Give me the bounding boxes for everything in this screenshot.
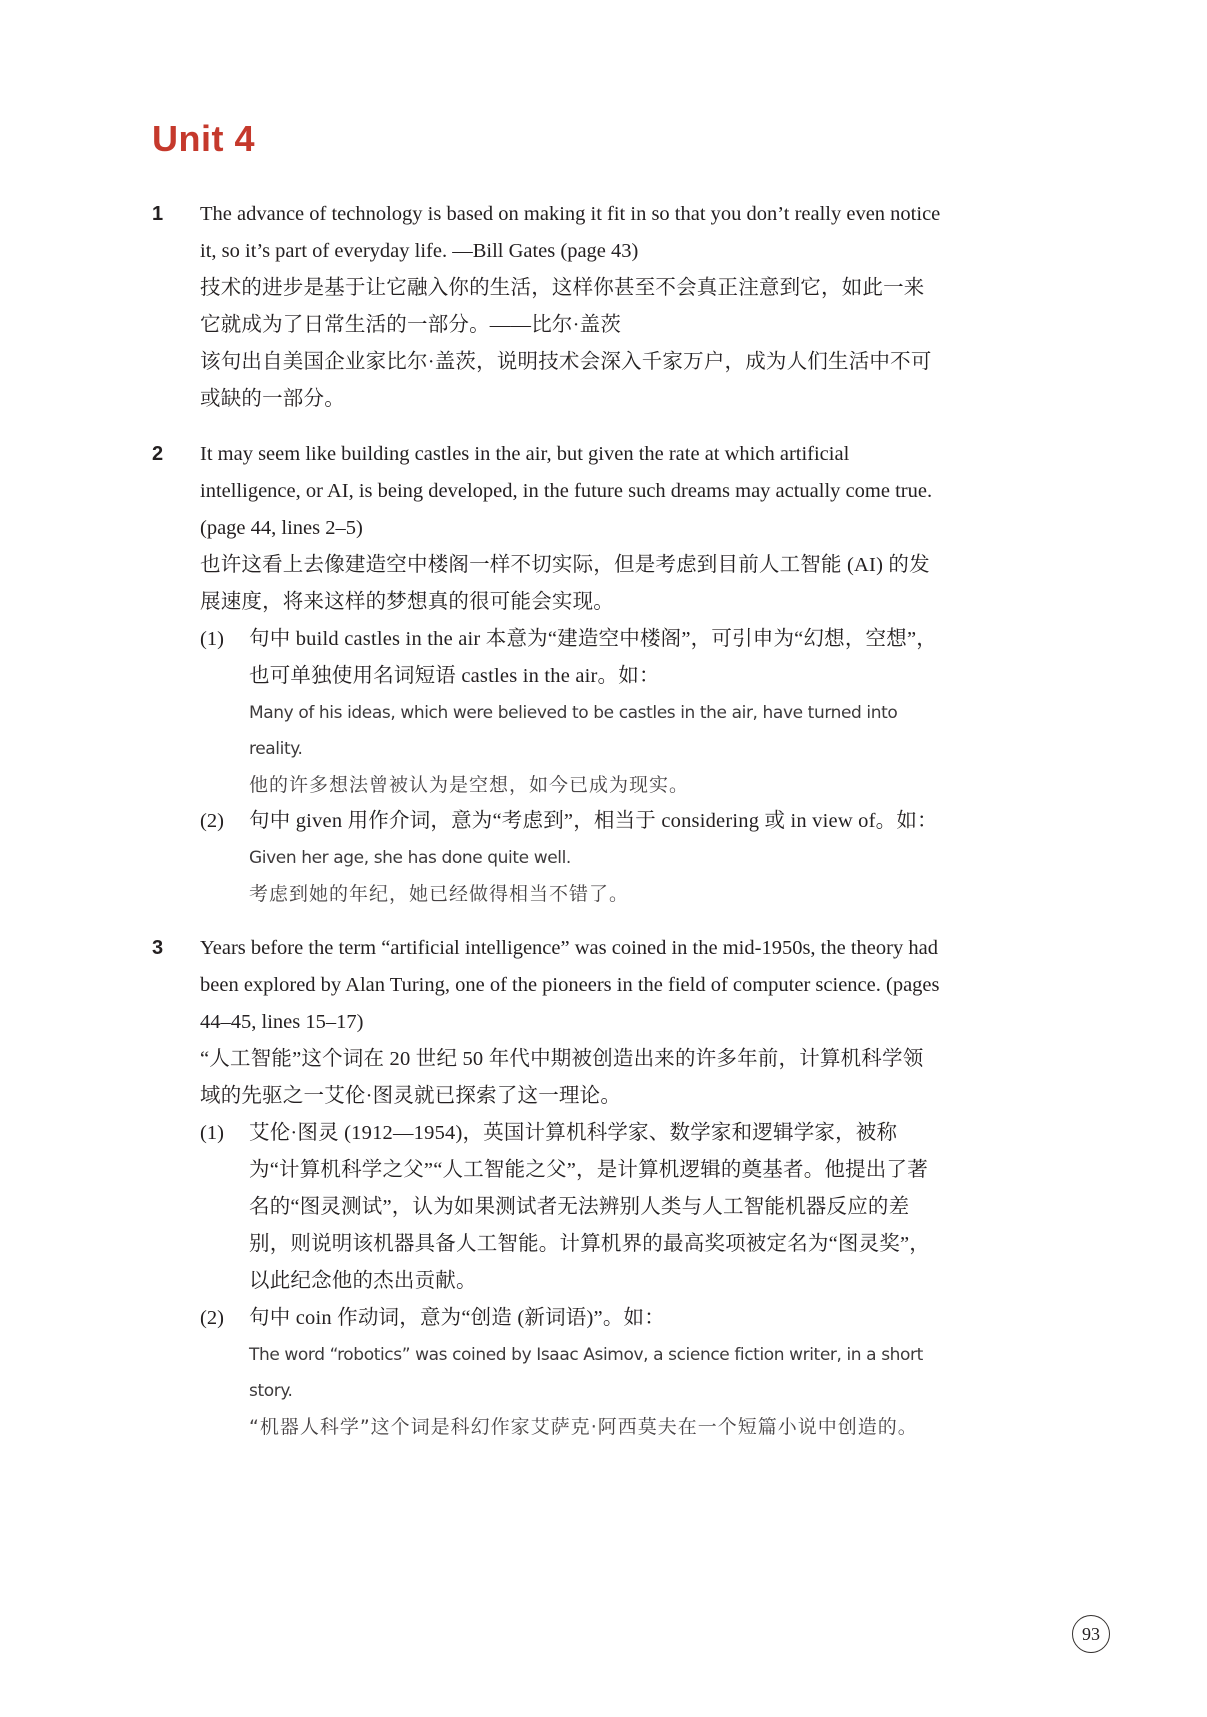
item-number: 3 <box>152 937 164 959</box>
sub-item-label: (2) <box>200 1307 224 1329</box>
example-sentence-english: The word “robotics” was coined by Isaac Asimov, a science fiction writer, in a short story. <box>249 1345 923 1401</box>
sub-item-body <box>249 1115 942 1300</box>
usage-note: 句中 build castles in the air 本意为“建造空中楼阁”，可引申为“幻想，空想”，也可单独使用名词短语 castles in the air。如： <box>249 628 937 687</box>
sub-item-body <box>249 621 942 803</box>
explanation-note: 该句出自美国企业家比尔·盖茨，说明技术会深入千家万户，成为人们生活中不可或缺的一部分。 <box>200 351 932 410</box>
quote-translation: 技术的进步是基于让它融入你的生活，这样你甚至不会真正注意到它，如此一来它就成为了日常生活的一部分。——比尔·盖茨 <box>200 277 925 336</box>
usage-note: 艾伦·图灵 (1912—1954)，英国计算机科学家、数学家和逻辑学家，被称为“计算机科学之父”“人工智能之父”，是计算机逻辑的奠基者。他提出了著名的“图灵测试”，认为如果测试者无法辨别人类与人工智能机器反应的差别，则说明该机器具备人工智能。计算机界的最高奖项被定名为“图灵奖”，以此纪念他的杰出贡献。 <box>249 1122 930 1292</box>
item-number: 1 <box>152 203 164 225</box>
example-sentence-english: Given her age, she has done quite well. <box>249 848 571 868</box>
example-sentence-translation: “机器人科学”这个词是科幻作家艾萨克·阿西莫夫在一个短篇小说中创造的。 <box>249 1416 918 1438</box>
item-body <box>200 196 942 418</box>
example-sentence-english: Many of his ideas, which were believed to be castles in the air, have turned into reality. <box>249 703 898 759</box>
sub-item-2-1 <box>200 621 942 803</box>
list-item-2 <box>152 436 942 912</box>
sub-item-3-1 <box>200 1115 942 1300</box>
item-body <box>200 436 942 912</box>
list-item-1 <box>152 196 942 418</box>
quote-english: It may seem like building castles in the air, but given the rate at which artificial intelligence, or AI, is being developed, in the future such dreams may actually come true. (page 44, lines 2–5) <box>200 443 933 539</box>
quote-english: The advance of technology is based on making it fit in so that you don’t really even notice it, so it’s part of everyday life. —Bill Gates (page 43) <box>200 203 941 262</box>
item-number: 2 <box>152 443 164 465</box>
sub-item-label: (1) <box>200 1122 224 1144</box>
usage-note: 句中 coin 作动词，意为“创造 (新词语)”。如： <box>249 1307 665 1329</box>
sub-item-3-2 <box>200 1300 942 1445</box>
sub-item-label: (1) <box>200 628 224 650</box>
example-sentence-translation: 他的许多想法曾被认为是空想，如今已成为现实。 <box>249 774 690 796</box>
quote-english: Years before the term “artificial intelligence” was coined in the mid-1950s, the theory had been explored by Alan Turing, one of the pioneers in the field of computer science. (pages 44–45, lines 15–17) <box>200 937 940 1033</box>
page-content <box>152 118 942 1463</box>
sub-item-body <box>249 803 942 912</box>
list-item-3 <box>152 930 942 1445</box>
sub-item-2-2 <box>200 803 942 912</box>
item-body <box>200 930 942 1445</box>
page-number-text: 93 <box>1082 1623 1100 1644</box>
usage-note: 句中 given 用作介词，意为“考虑到”，相当于 considering 或 in view of。如： <box>249 810 938 832</box>
page-title: Unit 4 <box>152 118 256 159</box>
sub-item-body <box>249 1300 942 1445</box>
example-sentence-translation: 考虑到她的年纪，她已经做得相当不错了。 <box>249 883 630 905</box>
page-number-badge <box>1072 1615 1110 1653</box>
quote-translation: “人工智能”这个词在 20 世纪 50 年代中期被创造出来的许多年前，计算机科学领域的先驱之一艾伦·图灵就已探索了这一理论。 <box>200 1048 924 1107</box>
quote-translation: 也许这看上去像建造空中楼阁一样不切实际，但是考虑到目前人工智能 (AI) 的发展速度，将来这样的梦想真的很可能会实现。 <box>200 554 930 613</box>
sub-item-label: (2) <box>200 810 224 832</box>
